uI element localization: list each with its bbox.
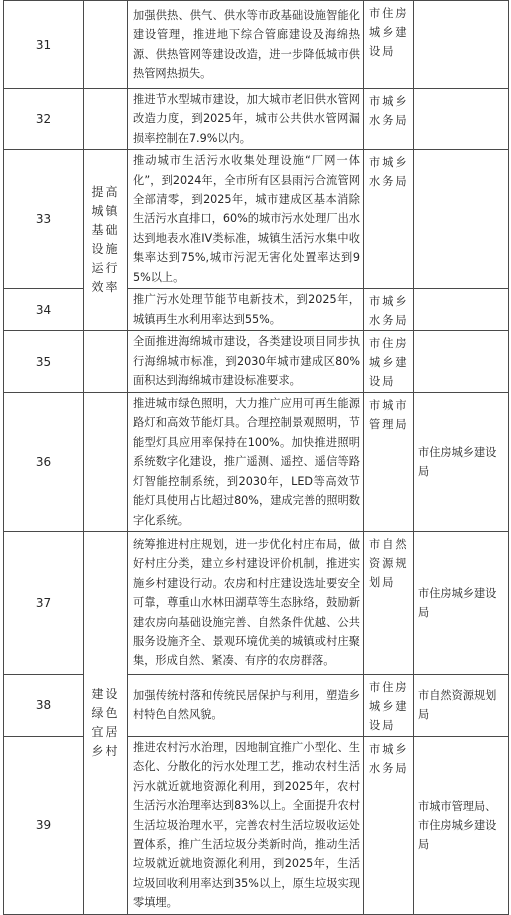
- row-number: 34: [4, 289, 84, 331]
- row-number: 32: [4, 89, 84, 150]
- category-cell: [84, 331, 128, 393]
- lead-department: 市住房城乡建设局: [364, 331, 414, 393]
- row-number: 39: [4, 736, 84, 914]
- table-row: [4, 331, 509, 393]
- row-number: 31: [4, 1, 84, 89]
- task-content: 推动城市生活污水收集处理设施“厂网一体化”，到2024年，全市所有区县雨污合流管网全部清零，到2025年，城市建成区基本消除生活污水直排口，60%的城市污水处理厂出水达到地表水准IV类标准，城镇生活污水集中收集率达到75%,城市污泥无害化处置率达到95%以上。: [128, 150, 364, 289]
- task-content: 加强传统村落和传统民居保护与利用，塑造乡村特色自然风貌。: [128, 674, 364, 736]
- table-row: [4, 89, 509, 150]
- table-row: [4, 736, 509, 914]
- cooperating-department: [414, 289, 509, 331]
- table-row: [4, 674, 509, 736]
- task-content: 推进节水型城市建设，加大城市老旧供水管网改造力度，到2025年，城市公共供水管网漏损率控制在7.9%以内。: [128, 89, 364, 150]
- cooperating-department: 市住房城乡建设局: [414, 531, 509, 674]
- table-row: [4, 289, 509, 331]
- lead-department: 市城市管理局: [364, 393, 414, 532]
- lead-department: 市城乡水务局: [364, 289, 414, 331]
- category-cell: [84, 1, 128, 89]
- lead-department: 市城乡水务局: [364, 89, 414, 150]
- cooperating-department: [414, 1, 509, 89]
- cooperating-department: [414, 331, 509, 393]
- cooperating-department: 市住房城乡建设局: [414, 393, 509, 532]
- row-number: 37: [4, 531, 84, 674]
- table-row: [4, 393, 509, 532]
- table-row: [4, 531, 509, 674]
- table-row: [4, 150, 509, 289]
- row-number: 38: [4, 674, 84, 736]
- category-cell: [84, 393, 128, 532]
- cooperating-department: [414, 150, 509, 289]
- task-content: 推进城市绿色照明，大力推广应用可再生能源路灯和高效节能灯具。合理控制景观照明，节能型灯具应用率保持在100%。加快推进照明系统数字化建设，推广遥测、遥控、遥信等路灯智能控制系统，到2030年，LED等高效节能灯具使用占比超过80%，建成完善的照明数字化系统。: [128, 393, 364, 532]
- task-content: 推广污水处理节能节电新技术，到2025年，城镇再生水利用率达到55%。: [128, 289, 364, 331]
- cooperating-department: 市自然资源规划局: [414, 674, 509, 736]
- category-label: 建设绿色宜居乡村: [84, 531, 128, 914]
- lead-department: 市住房城乡建设局: [364, 1, 414, 89]
- task-content: 全面推进海绵城市建设，各类建设项目同步执行海绵城市标准，到2030年城市建成区80%面积达到海绵城市建设标准要求。: [128, 331, 364, 393]
- task-content: 加强供热、供气、供水等市政基础设施智能化建设管理，推进地下综合管廊建设及海绵热源、供热管网等建设改造，进一步降低城市供热管网热损失。: [128, 1, 364, 89]
- category-label: 提高城镇基础设施运行效率: [84, 150, 128, 331]
- task-content: 推进农村污水治理，因地制宜推广小型化、生态化、分散化的污水处理工艺，推动农村生活污水就近就地资源化利用，到2025年，农村生活污水治理率达到83%以上。全面提升农村生活垃圾治理水平，完善农村生活垃圾收运处置体系，推广生活垃圾分类新时尚，推动生活垃圾就近就地资源化利用，到2025年，生活垃圾回收利用率达到35%以上，原生垃圾实现零填埋。: [128, 736, 364, 914]
- lead-department: 市住房城乡建设局: [364, 674, 414, 736]
- lead-department: 市城乡水务局: [364, 736, 414, 914]
- row-number: 33: [4, 150, 84, 289]
- cooperating-department: 市城市管理局、市住房城乡建设局: [414, 736, 509, 914]
- lead-department: 市城乡水务局: [364, 150, 414, 289]
- task-table: [3, 0, 509, 915]
- task-content: 统筹推进村庄规划，进一步优化村庄布局，做好村庄分类，建立乡村建设评价机制，推进实施乡村建设行动。农房和村庄建设选址要安全可靠，尊重山水林田湖草等生态脉络，鼓励新建农房向基础设施完善、自然条件优越、公共服务设施齐全、景观环境优美的城镇或村庄聚集，形成自然、紧凑、有序的农房群落。: [128, 531, 364, 674]
- cooperating-department: [414, 89, 509, 150]
- category-cell: [84, 89, 128, 150]
- row-number: 35: [4, 331, 84, 393]
- row-number: 36: [4, 393, 84, 532]
- lead-department: 市自然资源规划局: [364, 531, 414, 674]
- table-row: [4, 1, 509, 89]
